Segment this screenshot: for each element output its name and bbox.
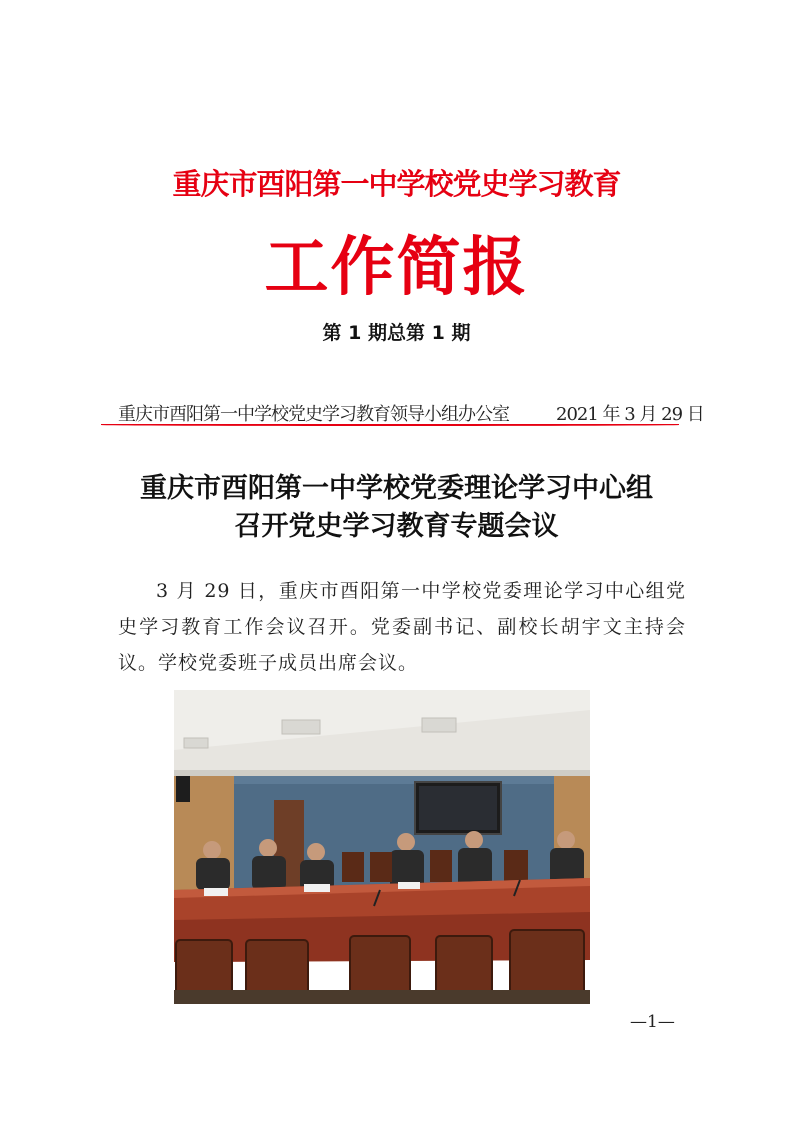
- org-title: 重庆市酉阳第一中学校党史学习教育: [172, 167, 621, 201]
- meeting-photo: [174, 690, 590, 1004]
- article-title-line-2: 召开党史学习教育专题会议: [234, 511, 559, 542]
- article-title-line-1: 重庆市酉阳第一中学校党委理论学习中心组: [140, 473, 653, 504]
- issue-number: 第 1 期总第 1 期: [322, 322, 471, 344]
- article-paragraph: 3 月 29 日，重庆市酉阳第一中学校党委理论学习中心组党史学习教育工作会议召开。党委副书记、副校长胡宇文主持会议。学校党委班子成员出席会议。: [118, 580, 686, 674]
- page-number: —1—: [630, 1012, 675, 1032]
- main-title: 工作简报: [264, 231, 529, 305]
- issuer: 重庆市酉阳第一中学校党史学习教育领导小组办公室: [118, 404, 509, 425]
- red-divider: [101, 424, 679, 426]
- article-title: [0, 470, 793, 546]
- issue-date: 2021 年 3 月 29 日: [556, 404, 704, 425]
